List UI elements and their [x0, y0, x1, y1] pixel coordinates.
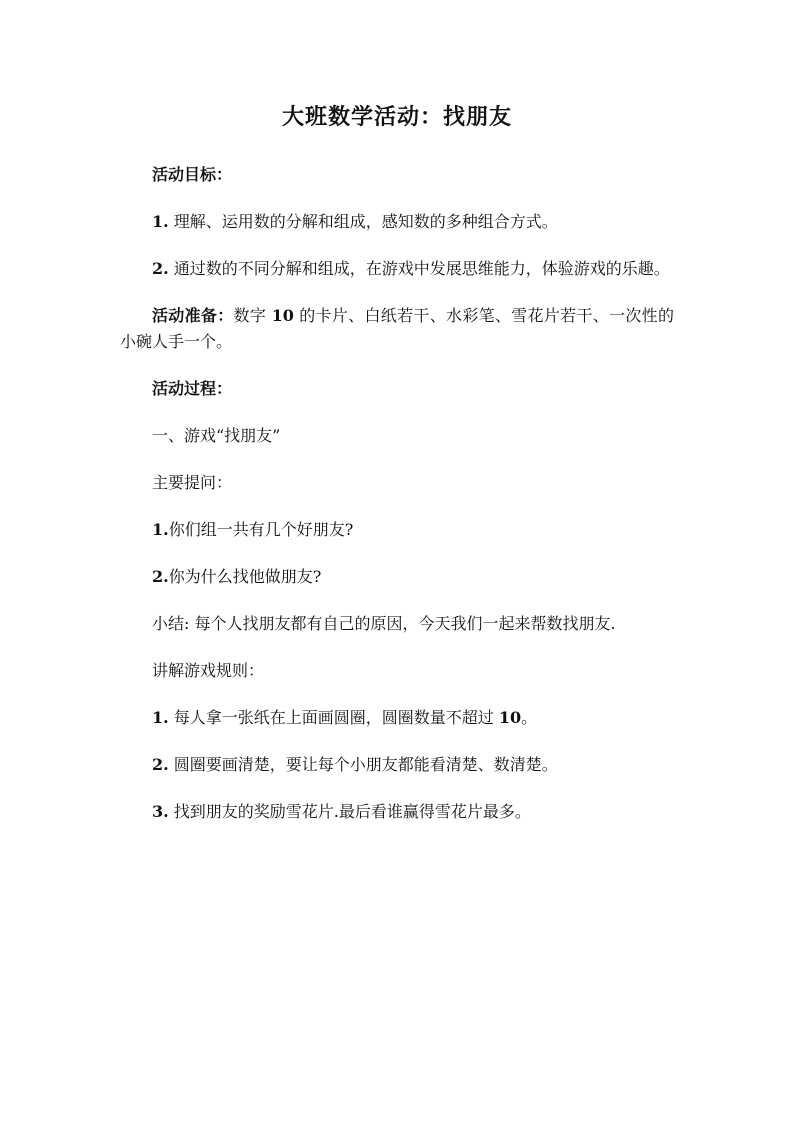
question-text: 你为什么找他做朋友?	[168, 567, 322, 586]
rule-text-before: 每人拿一张纸在上面画圆圈，圆圈数量不超过	[173, 708, 494, 727]
goal-number: 2.	[152, 259, 169, 278]
rule-text: 圆圈要画清楚，要让每个小朋友都能看清楚、数清楚。	[173, 755, 558, 774]
rule-text-after: 。	[521, 708, 538, 727]
prep-text-after: 的卡片、白纸若干、水彩笔、雪花片若干、一次性的小碗人手一个。	[120, 306, 674, 351]
document-title: 大班数学活动：找朋友	[281, 104, 512, 130]
goals-heading: 活动目标：	[152, 165, 233, 184]
process-heading: 活动过程：	[152, 379, 233, 398]
rule-limit-number: 10	[498, 708, 522, 727]
goal-item-2	[120, 256, 674, 282]
prep-number: 10	[271, 306, 294, 325]
rule-text: 找到朋友的奖励雪花片.最后看谁赢得雪花片最多。	[173, 802, 531, 821]
rule-item-1	[120, 705, 674, 731]
rule-number: 3.	[152, 802, 169, 821]
summary-paragraph: 小结: 每个人找朋友都有自己的原因，今天我们一起来帮数找朋友.	[152, 614, 616, 633]
question-item-2	[120, 564, 674, 590]
questions-label: 主要提问：	[152, 473, 233, 492]
rule-number: 2.	[152, 755, 169, 774]
rule-number: 1.	[152, 708, 169, 727]
prep-text-before: 数字	[233, 306, 267, 325]
rule-item-3	[120, 799, 674, 825]
prep-heading: 活动准备：	[152, 306, 234, 325]
question-text: 你们组一共有几个好朋友?	[168, 520, 354, 539]
question-number: 2.	[152, 567, 169, 586]
preparation-paragraph	[120, 303, 674, 355]
question-number: 1.	[152, 520, 169, 539]
section-one-heading: 一、游戏“找朋友”	[152, 426, 281, 445]
rules-label: 讲解游戏规则：	[152, 661, 265, 680]
rule-item-2	[120, 752, 674, 778]
question-item-1	[120, 517, 674, 543]
goal-item-1	[120, 209, 674, 235]
goal-text: 通过数的不同分解和组成，在游戏中发展思维能力，体验游戏的乐趣。	[173, 259, 670, 278]
goal-text: 理解、运用数的分解和组成，感知数的多种组合方式。	[173, 212, 558, 231]
goal-number: 1.	[152, 212, 169, 231]
